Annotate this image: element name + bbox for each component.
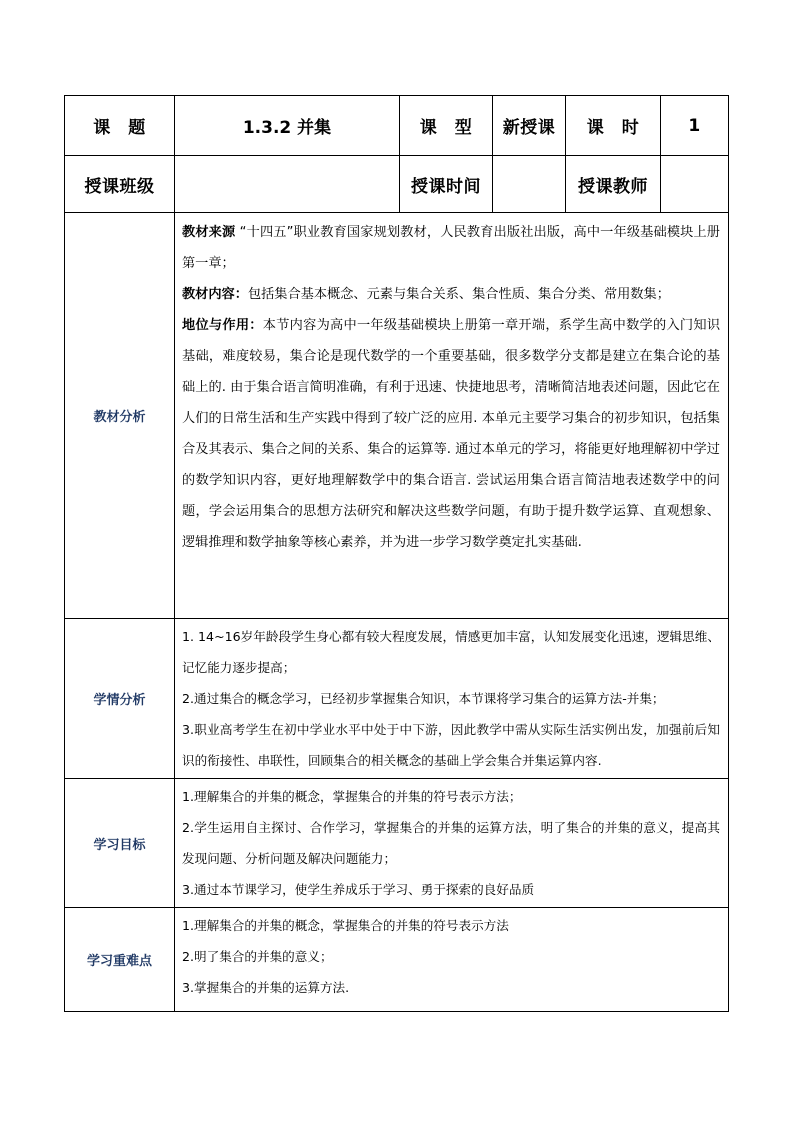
teacher-label: 授课教师 (566, 156, 661, 213)
lesson-plan-table (64, 95, 729, 1012)
key-point-item: 2.明了集合的并集的意义； (182, 949, 333, 964)
learning-goals-row (65, 779, 729, 908)
student-analysis-row (65, 619, 729, 779)
learning-goal-item: 3.通过本节课学习，使学生养成乐于学习、勇于探索的良好品质 (182, 882, 535, 897)
topic-label: 课 题 (65, 96, 175, 156)
class-value (175, 156, 400, 213)
material-analysis-label: 教材分析 (65, 213, 175, 619)
type-value: 新授课 (493, 96, 566, 156)
learning-goal-item: 1.理解集合的并集的概念，掌握集合的并集的符号表示方法； (182, 789, 522, 804)
material-source-text: “十四五”职业教育国家规划教材，人民教育出版社出版，高中一年级基础模块上册第一章； (182, 225, 720, 271)
learning-goals-content (175, 779, 729, 908)
time-value (493, 156, 566, 213)
material-source (182, 217, 720, 279)
student-analysis-label: 学情分析 (65, 619, 175, 779)
teacher-value (661, 156, 729, 213)
header-row-2 (65, 156, 729, 213)
student-analysis-item: 3.职业高考学生在初中学业水平中处于中下游，因此教学中需从实际生活实例出发，加强前后知识的衔接性、串联性，回顾集合的相关概念的基础上学会集合并集运算内容. (182, 722, 720, 768)
material-position-text: 本节内容为高中一年级基础模块上册第一章开端，系学生高中数学的入门知识基础，难度较易，集合论是现代数学的一个重要基础，很多数学分支都是建立在集合论的基础上的. 由于集合语言简明准确，有利于迅速、快捷地思考，清晰简洁地表述问题，因此它在人们的日常生活和生产实践中得到了较广泛的应用. 本单元主要学习集合的初步知识，包括集合及其表示、集合之间的关系、集合的运算等. 通过本单元的学习，将能更好地理解初中学过的数学知识内容，更好地理解数学中的集合语言. 尝试运用集合语言简洁地表述数学中的问题，学会运用集合的思想方法研究和解决这些数学问题，有助于提升数学运算、直观想象、逻辑推理和数学抽象等核心素养，并为进一步学习数学奠定扎实基础. (182, 318, 721, 550)
material-content-text: 包括集合基本概念、元素与集合关系、集合性质、集合分类、常用数集； (247, 287, 670, 302)
material-analysis-content (175, 213, 729, 619)
class-label: 授课班级 (65, 156, 175, 213)
time-label: 授课时间 (400, 156, 493, 213)
student-analysis-item: 2.通过集合的概念学习，已经初步掌握集合知识，本节课将学习集合的运算方法-并集； (182, 691, 665, 706)
key-point-item: 1.理解集合的并集的概念，掌握集合的并集的符号表示方法 (182, 918, 509, 933)
key-points-content (175, 908, 729, 1012)
type-label: 课 型 (400, 96, 493, 156)
learning-goal-item: 2.学生运用自主探讨、合作学习，掌握集合的并集的运算方法，明了集合的并集的意义，提高其发现问题、分析问题及解决问题能力； (182, 820, 720, 866)
header-row-1 (65, 96, 729, 156)
key-points-row (65, 908, 729, 1012)
material-position (182, 310, 720, 558)
learning-goals-label: 学习目标 (65, 779, 175, 908)
material-analysis-row (65, 213, 729, 619)
material-source-label: 教材来源 (182, 225, 236, 240)
key-points-label: 学习重难点 (65, 908, 175, 1012)
hours-label: 课 时 (566, 96, 661, 156)
hours-value: 1 (661, 96, 729, 156)
material-content (182, 279, 720, 310)
student-analysis-item: 1. 14~16岁年龄段学生身心都有较大程度发展，情感更加丰富，认知发展变化迅速，逻辑思维、记忆能力逐步提高； (182, 629, 720, 675)
topic-value: 1.3.2 并集 (175, 96, 400, 156)
student-analysis-content (175, 619, 729, 779)
material-position-label: 地位与作用： (182, 318, 263, 333)
key-point-item: 3.掌握集合的并集的运算方法. (182, 980, 350, 995)
material-content-label: 教材内容： (182, 287, 248, 302)
